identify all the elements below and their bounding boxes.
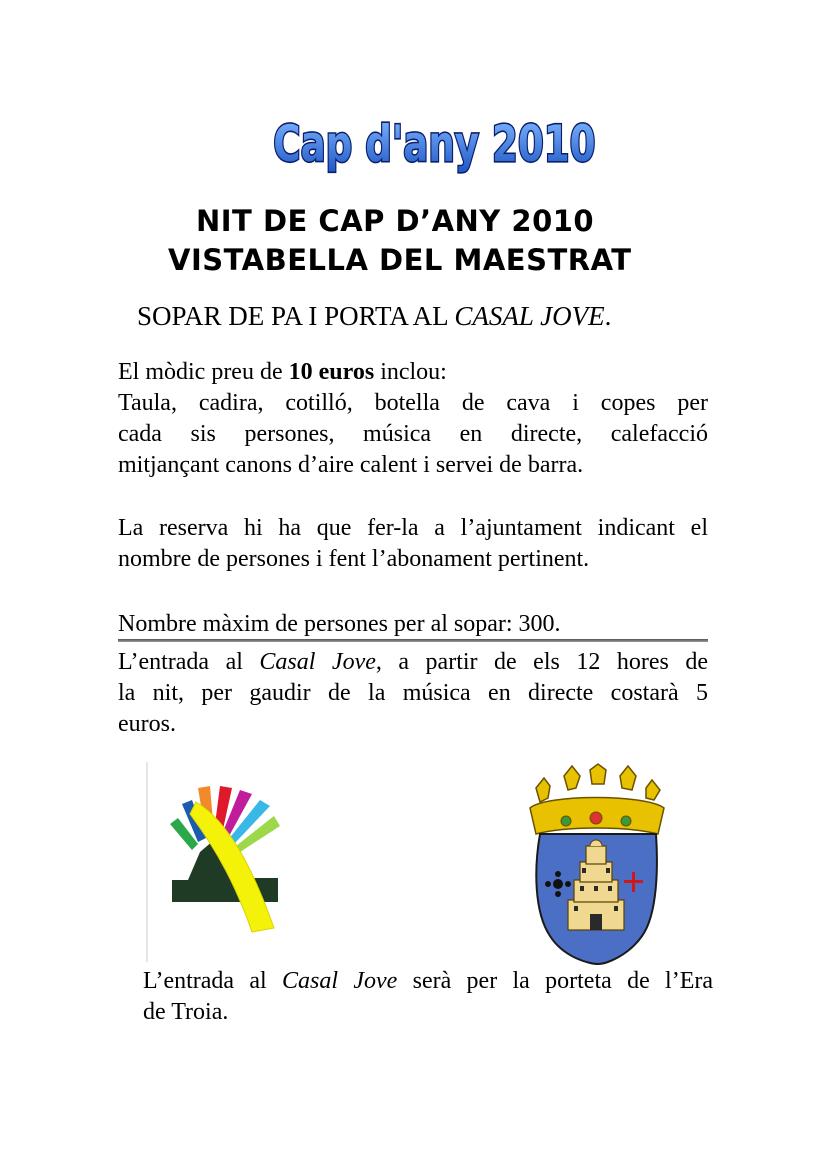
cap-dany-logo	[273, 95, 596, 185]
subheading: SOPAR DE PA I PORTA AL CASAL JOVE.	[137, 301, 612, 331]
entry-line-1: L’entrada al Casal Jove, a partir de els 12 hores de	[118, 649, 708, 675]
includes-line-1: Taula, cadira, cotilló, botella de cava i copes per	[118, 390, 708, 416]
coat-of-arms-icon	[516, 764, 676, 966]
reservation-line-2: nombre de persones i fent l’abonament pertinent.	[118, 546, 590, 572]
heading-line-2: VISTABELLA DEL MAESTRAT	[168, 243, 632, 277]
left-logo-frame	[146, 762, 148, 962]
price-paragraph	[118, 357, 708, 481]
logo-text: Cap d'any 2010	[273, 115, 596, 174]
max-people: Nombre màxim de persones per al sopar: 300.	[118, 611, 561, 637]
footer-line-1: L’entrada al Casal Jove serà per la porteta de l’Era	[143, 968, 713, 994]
includes-line-2: cada sis persones, música en directe, calefacció	[118, 421, 708, 447]
entry-line-3: euros.	[118, 711, 176, 737]
reservation-paragraph	[118, 513, 708, 575]
footer-line-2: de Troia.	[143, 999, 229, 1025]
divider	[118, 639, 708, 642]
casal-jove-logo-icon	[168, 782, 280, 944]
subheading-venue: CASAL JOVE	[454, 301, 605, 331]
entry-line-2: la nit, per gaudir de la música en directe costarà 5	[118, 680, 708, 706]
heading-line-1: NIT DE CAP D’ANY 2010	[196, 204, 595, 238]
entry-paragraph	[118, 647, 708, 740]
footer-paragraph	[143, 966, 713, 1028]
includes-line-3: mitjançant canons d’aire calent i servei de barra.	[118, 452, 584, 478]
price-amount: 10 euros	[288, 359, 375, 385]
reservation-line-1: La reserva hi ha que fer-la a l’ajuntament indicant el	[118, 515, 708, 541]
price-line: El mòdic preu de 10 euros inclou:	[118, 359, 447, 385]
